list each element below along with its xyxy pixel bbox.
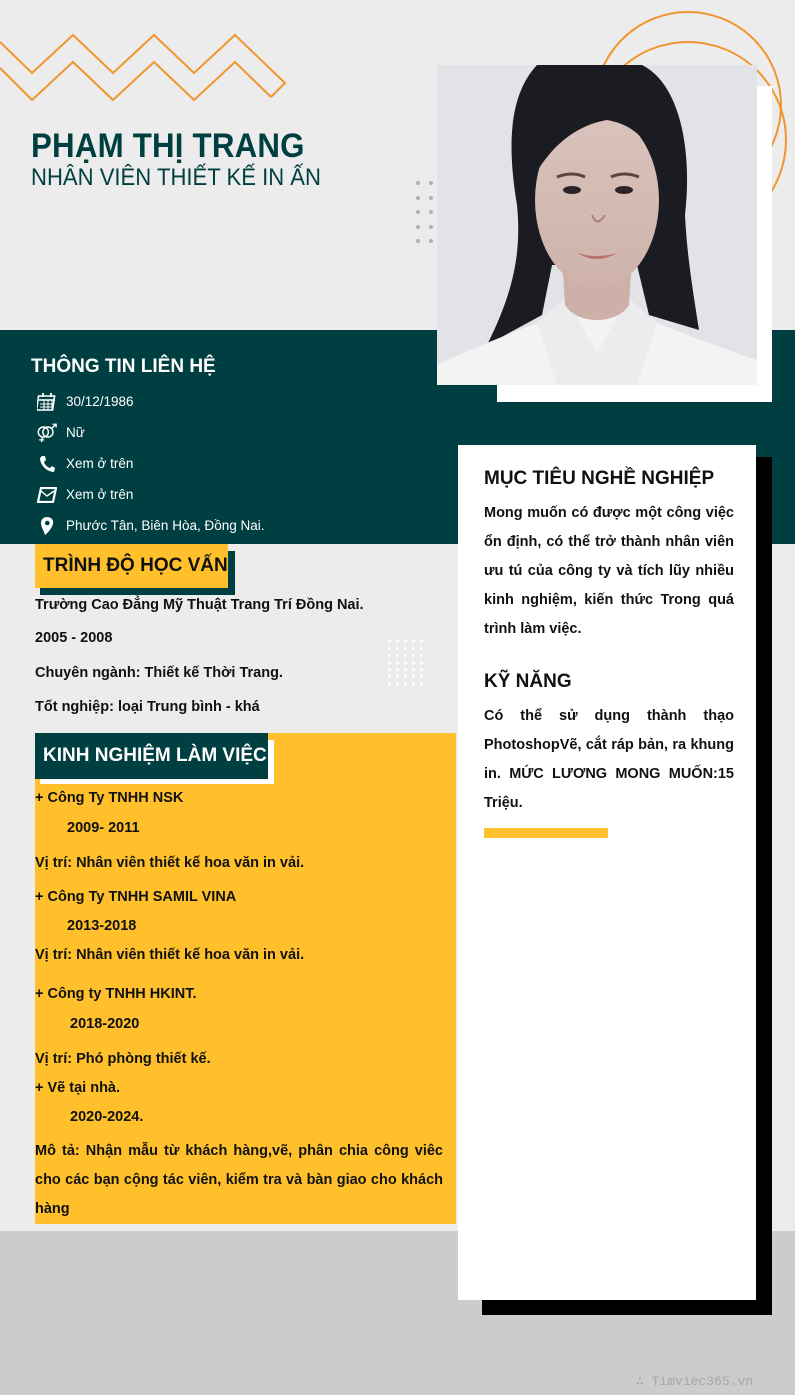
calendar-icon (36, 391, 58, 413)
contact-list (36, 386, 265, 541)
job-description: Mô tả: Nhận mẫu từ khách hàng,vẽ, phân chia công viêc cho các bạn cộng tác viên, kiểm tra và bàn giao cho khách hàng (35, 1143, 443, 1217)
candidate-photo (437, 65, 757, 385)
contact-item-address (36, 510, 265, 541)
candidate-job-title: NHÂN VIÊN THIẾT KẾ IN ẤN (31, 164, 321, 191)
contact-birthdate-value: 30/12/1986 (66, 394, 134, 409)
watermark-link[interactable]: ∴ Timviec365.vn (636, 1374, 754, 1389)
phone-icon (36, 453, 58, 475)
job-company: + Công Ty TNHH SAMIL VINA (35, 889, 237, 905)
portrait-icon (437, 65, 757, 385)
job-position: Vị trí: Phó phòng thiết kế. (35, 1051, 211, 1067)
contact-email-value: Xem ở trên (66, 487, 134, 502)
contact-item-gender (36, 417, 265, 448)
job-company: + Vẽ tại nhà. (35, 1080, 121, 1096)
candidate-name: PHẠM THỊ TRANG (31, 127, 305, 165)
location-pin-icon (36, 515, 58, 537)
gender-icon (36, 422, 58, 444)
right-card (458, 445, 756, 1300)
email-icon (36, 484, 58, 506)
skills-text: Có thể sử dụng thành thạo PhotoshopVẽ, cắt ráp bản, ra khung in. MỨC LƯƠNG MONG MUỐN:15 Triệu. (484, 708, 734, 811)
name-block (31, 128, 346, 192)
job-years: 2020-2024. (70, 1109, 144, 1125)
job-years: 2009- 2011 (67, 820, 140, 836)
contact-address-value: Phước Tân, Biên Hòa, Đồng Nai. (66, 518, 265, 533)
job-position: Vị trí: Nhân viên thiết kế hoa văn in vải. (35, 855, 305, 871)
job-position: Vị trí: Nhân viên thiết kế hoa văn in vải. (35, 947, 305, 963)
job-years: 2013-2018 (67, 918, 137, 934)
experience-section-title: KINH NGHIỆM LÀM VIỆC (35, 733, 268, 779)
objective-section-title: MỤC TIÊU NGHỀ NGHIỆP (484, 468, 715, 489)
contact-item-email (36, 479, 265, 510)
zigzag-decoration-icon (0, 30, 300, 105)
job-company: + Công Ty TNHH NSK (35, 790, 184, 806)
contact-section-title: THÔNG TIN LIÊN HỆ (31, 356, 216, 377)
objective-text: Mong muốn có được một công việc ổn định, có thể trở thành nhân viên ưu tú của công ty và tích lũy nhiều kinh nghiệm, kiến thức Trong quá trình làm việc. (484, 505, 734, 637)
education-section-title: TRÌNH ĐỘ HỌC VẤN (35, 544, 228, 588)
contact-item-phone (36, 448, 265, 479)
dots-decoration-icon (416, 181, 433, 243)
skills-section-title: KỸ NĂNG (484, 671, 572, 692)
contact-gender-value: Nữ (66, 425, 85, 440)
skills-accent-bar (484, 828, 608, 838)
contact-phone-value: Xem ở trên (66, 456, 134, 471)
job-years: 2018-2020 (70, 1016, 140, 1032)
job-company: + Công ty TNHH HKINT. (35, 986, 197, 1002)
white-dots-decoration-icon (388, 640, 423, 685)
contact-item-birthdate (36, 386, 265, 417)
education-graduation: Tốt nghiệp: loại Trung bình - khá (35, 699, 260, 715)
education-major: Chuyên ngành: Thiết kế Thời Trang. (35, 665, 283, 681)
education-school: Trường Cao Đẳng Mỹ Thuật Trang Trí Đồng Nai. (35, 597, 364, 613)
education-years: 2005 - 2008 (35, 630, 113, 646)
